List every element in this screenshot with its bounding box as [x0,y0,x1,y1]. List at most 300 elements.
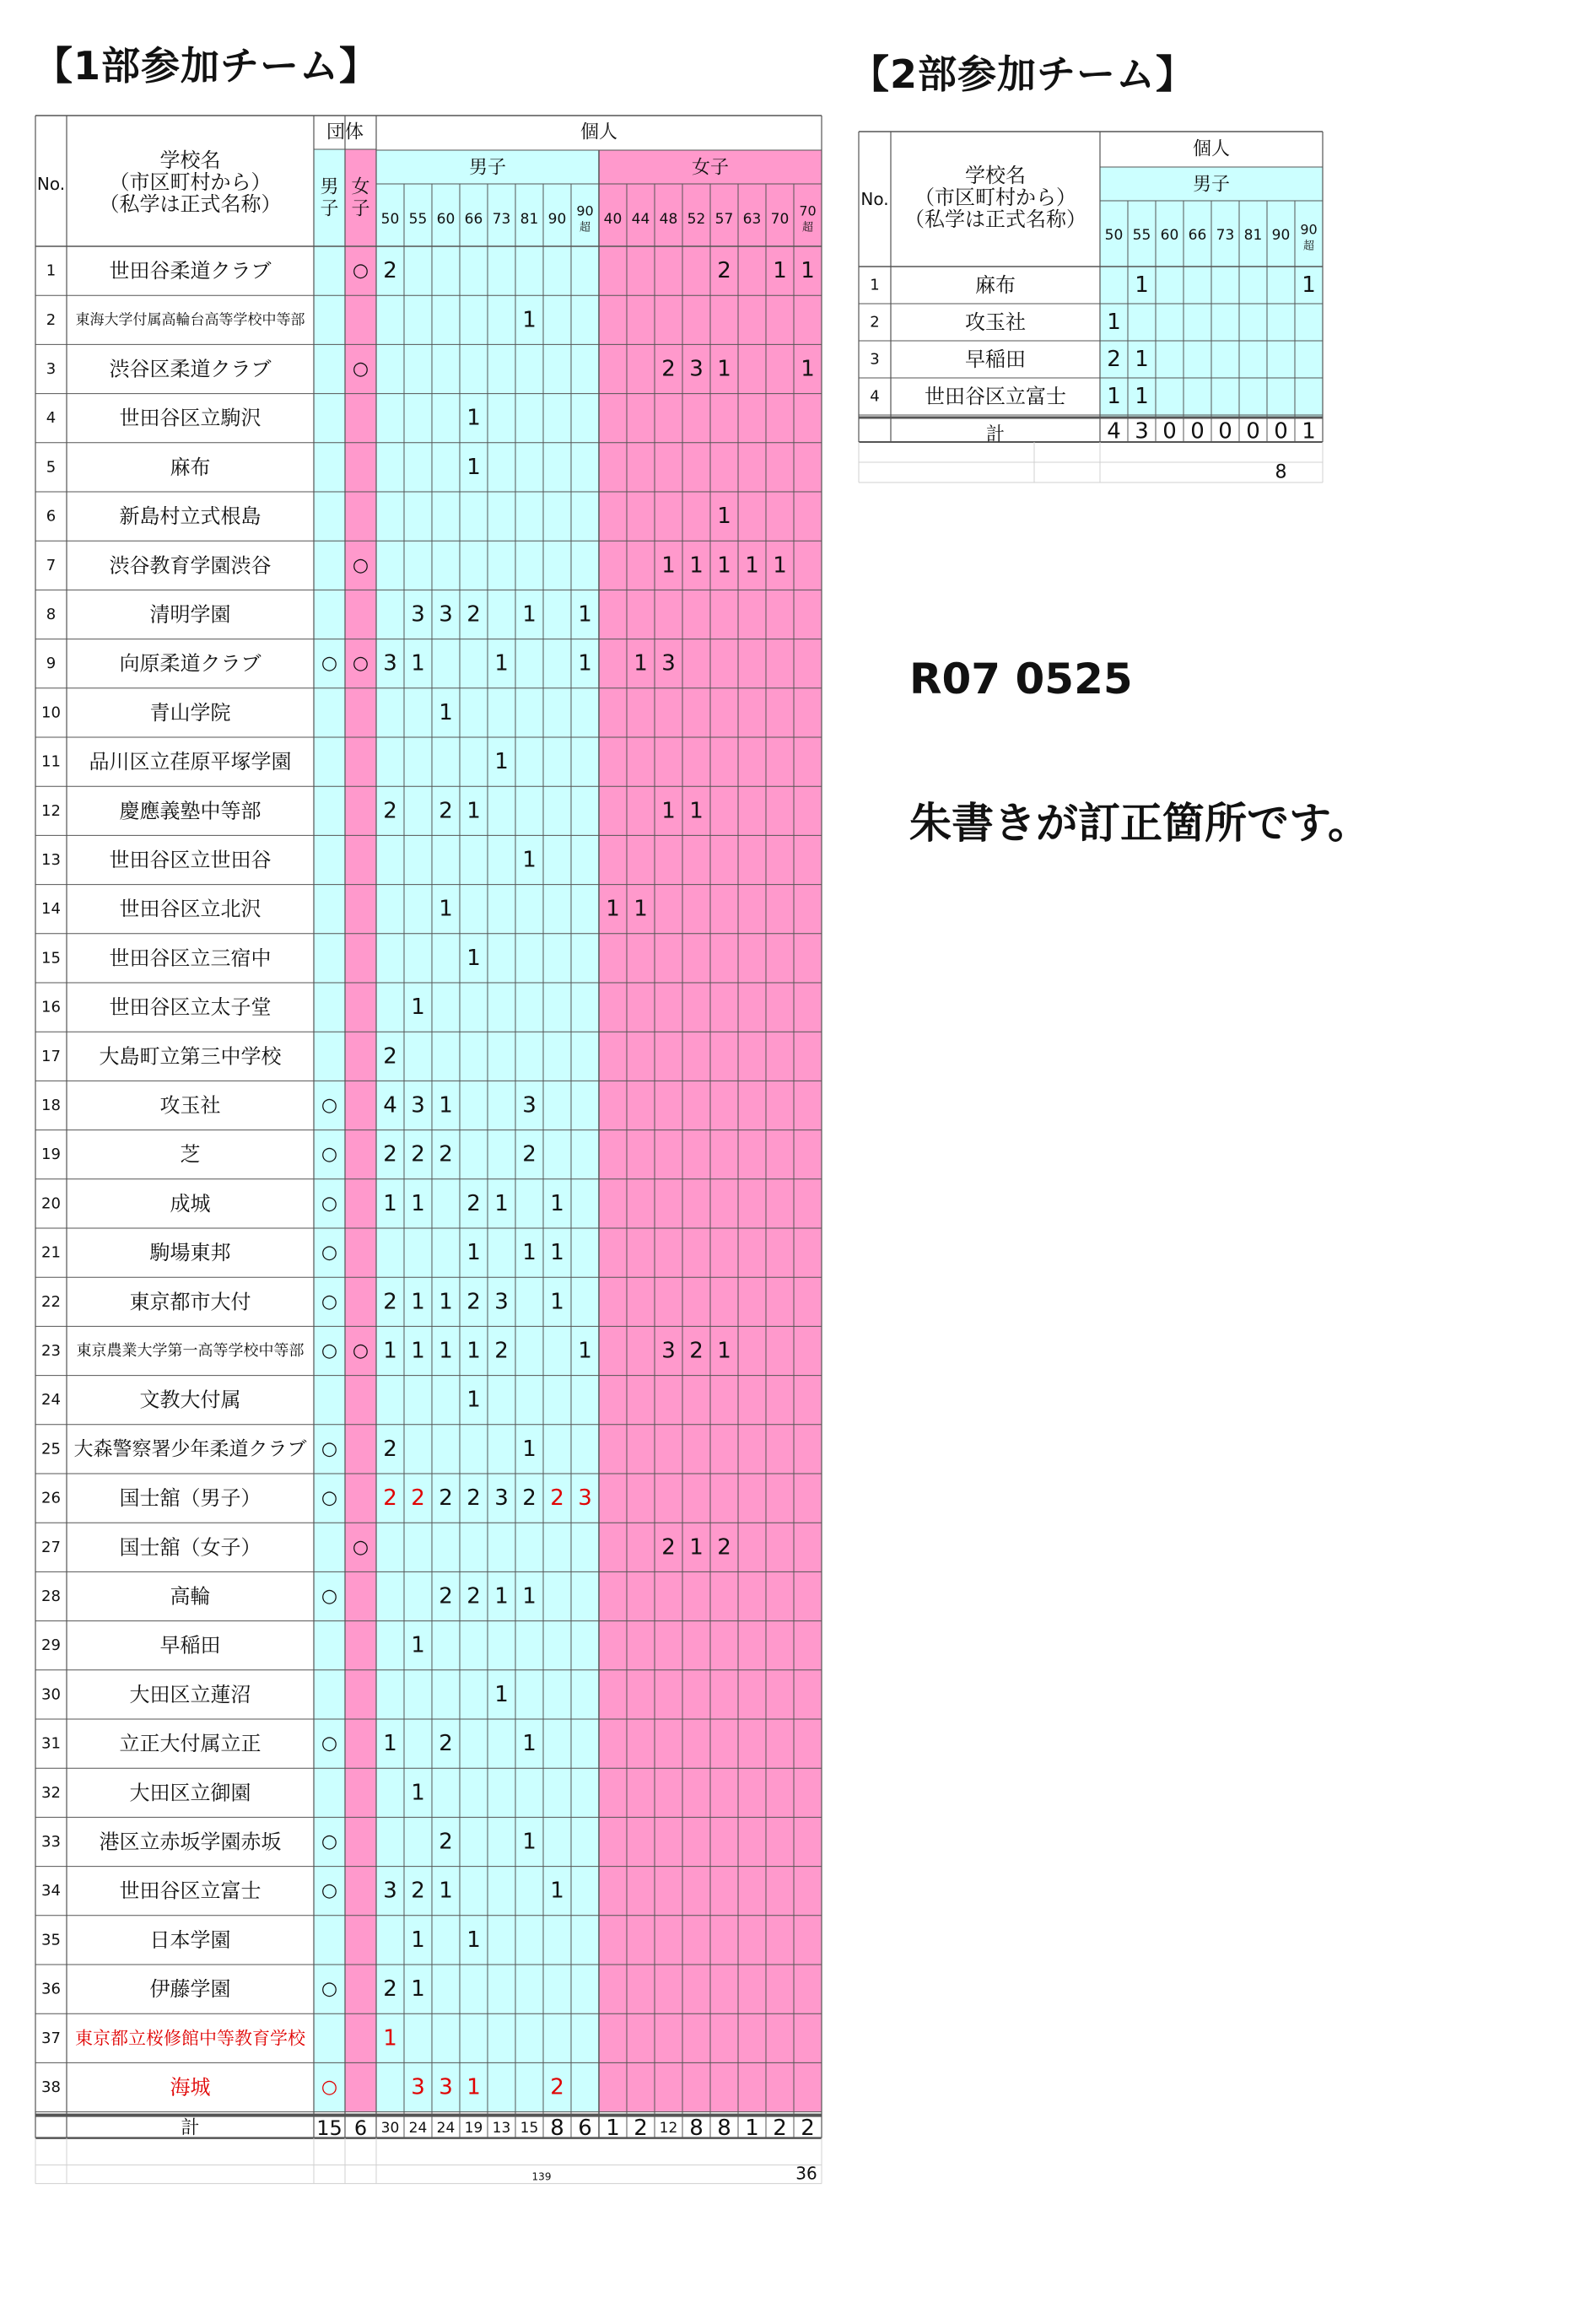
entry-count: 1 [661,798,676,824]
header-school-name-line: （市区町村から） [109,170,272,194]
row-no: 30 [41,1685,61,1704]
header-weight-class: 81 [520,211,539,228]
entry-count: 1 [439,1289,453,1315]
entry-count: 2 [411,1878,425,1904]
header-school-name-line: 学校名 [965,164,1026,187]
entry-count: 1 [411,1190,425,1216]
header-no: No. [36,174,66,194]
total-weight-count: 24 [408,2120,428,2137]
total-weight-count: 0 [1274,418,1288,445]
row-no: 14 [41,900,61,919]
header-school-name-line: （市区町村から） [914,186,1076,209]
entry-count: 1 [1135,347,1149,372]
row-no: 10 [41,703,61,722]
team-boys-mark: ○ [321,1144,338,1166]
entry-count: 2 [383,1976,397,2003]
team-boys-mark: ○ [321,2077,338,2098]
row-no: 32 [41,1783,61,1802]
entry-count: 3 [494,1485,509,1512]
row-no: 26 [41,1489,61,1507]
total-label: 計 [985,424,1006,445]
header-weight-class: 73 [492,211,511,228]
entry-count: 1 [689,798,704,824]
row-no: 37 [41,2029,61,2047]
entry-count: 1 [522,307,536,333]
entry-count: 1 [466,2074,481,2100]
entry-count: 1 [494,1681,509,1707]
entry-count: 2 [689,1338,704,1364]
entry-count: 3 [661,650,676,677]
entry-count: 1 [466,1338,481,1364]
entry-count: 3 [411,1092,425,1119]
team-boys-mark: ○ [321,1095,338,1116]
entry-count: 1 [466,1927,481,1953]
girls-grand-total: 36 [795,2163,817,2184]
row-no: 27 [41,1538,61,1556]
entry-count: 1 [494,1583,509,1609]
entry-count: 1 [522,1436,536,1462]
entry-count: 1 [1302,272,1316,298]
entry-count: 1 [717,504,731,530]
entry-count: 2 [383,798,397,824]
entry-count: 3 [439,2074,453,2100]
row-no: 33 [41,1833,61,1851]
entry-count: 1 [578,601,592,628]
row-no: 31 [41,1734,61,1753]
row-no: 22 [41,1292,61,1311]
header-weight-class: 70 [799,202,817,219]
row-no: 5 [46,458,57,477]
row-school-name: 東京都立桜修館中等教育学校 [75,2028,305,2049]
header-no: No. [860,189,889,209]
header-weight-class: 55 [408,211,428,228]
row-no: 21 [41,1243,61,1262]
entry-count: 1 [383,1731,397,1757]
header-team-girls: 子 [351,198,370,220]
entry-count: 1 [383,1190,397,1216]
entry-count: 1 [801,356,815,382]
entry-count: 2 [439,1141,453,1167]
entry-count: 3 [494,1289,509,1315]
entry-count: 1 [717,553,731,579]
row-school-name: 国士舘（男子） [119,1486,262,1511]
entry-count: 2 [522,1485,536,1512]
row-school-name: 品川区立荏原平塚学園 [89,750,292,774]
header-team-girls: 女 [351,176,370,198]
header-weight-class: 70 [770,211,790,228]
header-weight-class: 57 [714,211,734,228]
header-weight-class: 52 [687,211,706,228]
row-school-name: 清明学園 [149,602,231,627]
entry-count: 2 [550,2074,564,2100]
header-weight-class: 81 [1243,227,1263,244]
team-boys-mark: ○ [321,1340,338,1361]
header-weight-class: 63 [742,211,762,228]
row-no: 19 [41,1146,61,1164]
header-weight-class: 超 [1302,240,1315,253]
entry-count: 2 [466,1485,481,1512]
entry-count: 1 [411,1780,425,1806]
total-weight-count: 3 [1135,418,1149,445]
boys-grand-total: 139 [531,2170,552,2183]
header-team: 団体 [326,121,364,143]
entry-count: 1 [411,650,425,677]
total-weight-count: 8 [689,2116,704,2142]
revision-date: R07 0525 [909,655,1133,703]
row-school-name: 日本学園 [149,1927,231,1952]
header-team-boys: 男 [320,176,339,198]
row-no: 4 [46,409,57,428]
row-no: 29 [41,1636,61,1655]
row-no: 3 [870,350,880,369]
entry-count: 3 [689,356,704,382]
total-weight-count: 1 [606,2116,620,2142]
entry-count: 3 [578,1485,592,1512]
total-weight-count: 4 [1107,418,1121,445]
entry-count: 2 [383,1141,397,1167]
entry-count: 1 [383,2025,397,2051]
entry-count: 1 [689,553,704,579]
entry-count: 1 [411,1338,425,1364]
header-team-boys: 子 [320,198,339,220]
entry-count: 2 [383,1043,397,1070]
entry-count: 2 [661,356,676,382]
row-no: 7 [46,556,57,574]
row-no: 4 [870,387,880,406]
row-school-name: 立正大付属立正 [119,1732,262,1756]
team-boys-mark: ○ [321,1291,338,1313]
row-school-name: 芝 [180,1142,201,1167]
team-boys-mark: ○ [321,1438,338,1460]
team-boys-mark: ○ [321,1978,338,2000]
entry-count: 1 [439,1092,453,1119]
entry-count: 2 [439,1583,453,1609]
team-girls-mark: ○ [352,260,369,282]
total-weight-count: 30 [380,2120,400,2137]
entry-count: 1 [717,356,731,382]
row-no: 18 [41,1097,61,1114]
row-no: 23 [41,1342,61,1360]
entry-count: 3 [411,2074,425,2100]
row-school-name: 世田谷柔道クラブ [109,259,272,283]
row-no: 20 [41,1194,61,1213]
row-no: 6 [46,507,57,526]
row-no: 28 [41,1588,61,1605]
entry-count: 1 [522,1240,536,1266]
row-no: 35 [41,1931,61,1949]
division1-title: 【1部参加チーム】 [34,43,380,89]
row-no: 9 [46,655,57,673]
team-boys-mark: ○ [321,1831,338,1852]
total-weight-count: 13 [492,2120,511,2137]
row-school-name: 新島村立式根島 [119,504,262,529]
header-boys: 男子 [1192,174,1231,196]
entry-count: 3 [522,1092,536,1119]
division2-title: 【2部参加チーム】 [850,51,1196,97]
entry-count: 1 [411,1289,425,1315]
entry-count: 2 [550,1485,564,1512]
header-weight-class: 44 [631,211,650,228]
total-weight-count: 0 [1218,418,1232,445]
row-no: 38 [41,2078,61,2096]
header-weight-class: 50 [1104,227,1124,244]
row-school-name: 早稲田 [965,348,1026,371]
entry-count: 3 [411,601,425,628]
entry-count: 1 [773,553,787,579]
row-school-name: 伊藤学園 [149,1977,231,2002]
team-girls-mark: ○ [352,358,369,380]
entry-count: 1 [1107,384,1121,409]
entry-count: 2 [1107,347,1121,372]
header-girls: 女子 [691,157,730,179]
entry-count: 3 [661,1338,676,1364]
row-no: 15 [41,949,61,968]
correction-note: 朱書きが訂正箇所です。 [909,799,1370,848]
row-school-name: 世田谷区立三宿中 [109,946,272,970]
header-weight-class: 66 [464,211,483,228]
row-no: 16 [41,998,61,1016]
row-school-name: 大田区立御園 [129,1781,251,1805]
entry-count: 2 [522,1141,536,1167]
entry-count: 1 [522,1829,536,1855]
entry-count: 1 [522,847,536,873]
header-weight-class: 73 [1216,227,1235,244]
header-weight-class: 超 [801,221,814,234]
entry-count: 1 [439,1878,453,1904]
entry-count: 3 [383,650,397,677]
row-school-name: 東京都市大付 [129,1290,251,1314]
row-school-name: 青山学院 [149,700,231,725]
entry-count: 1 [466,1387,481,1413]
entry-count: 1 [466,945,481,971]
row-school-name: 麻布 [975,273,1016,297]
team-boys-mark: ○ [321,1242,338,1264]
row-no: 1 [870,276,880,294]
header-boys: 男子 [468,157,507,179]
row-school-name: 港区立赤坂学園赤坂 [99,1830,282,1854]
team-boys-mark: ○ [321,1193,338,1215]
entry-count: 4 [383,1092,397,1119]
team-girls-mark: ○ [352,653,369,675]
entry-count: 1 [550,1878,564,1904]
entry-count: 1 [634,896,648,922]
header-school-name-line: （私学は正式名称） [904,208,1086,231]
entry-count: 3 [383,1878,397,1904]
row-school-name: 世田谷区立世田谷 [109,848,272,872]
entry-count: 2 [466,1190,481,1216]
row-school-name: 成城 [170,1191,211,1216]
row-school-name: 麻布 [170,455,211,479]
team-girls-mark: ○ [352,1340,369,1361]
team-boys-mark: ○ [321,1586,338,1607]
row-school-name: 慶應義塾中等部 [119,799,262,823]
total-weight-count: 0 [1162,418,1177,445]
entry-count: 1 [411,1632,425,1658]
header-individual: 個人 [580,121,618,143]
row-school-name: 渋谷教育学園渋谷 [109,553,272,578]
total-weight-count: 24 [436,2120,456,2137]
total-team-boys: 15 [316,2116,342,2141]
row-no: 17 [41,1047,61,1065]
entry-count: 1 [466,1240,481,1266]
entry-count: 2 [466,1583,481,1609]
entry-count: 1 [550,1289,564,1315]
entry-count: 2 [661,1534,676,1561]
row-school-name: 国士舘（女子） [119,1535,262,1560]
entry-count: 1 [1135,272,1149,298]
row-no: 2 [46,310,57,329]
total-weight-count: 2 [801,2116,815,2142]
row-school-name: 攻玉社 [159,1093,221,1118]
header-weight-class: 66 [1188,227,1207,244]
team-boys-mark: ○ [321,1487,338,1509]
entry-count: 1 [439,1338,453,1364]
row-no: 34 [41,1882,61,1900]
entry-count: 1 [1135,384,1149,409]
entry-count: 2 [439,1485,453,1512]
entry-count: 1 [466,454,481,480]
entry-count: 2 [466,1289,481,1315]
header-individual: 個人 [1192,138,1231,160]
entry-count: 1 [522,601,536,628]
row-school-name: 東海大学付属高輪台高等学校中等部 [75,311,305,329]
header-weight-class: 90 [1300,221,1318,238]
entry-count: 1 [411,995,425,1021]
total-weight-count: 2 [773,2116,787,2142]
entry-count: 2 [383,258,397,284]
header-weight-class: 55 [1132,227,1151,244]
total-weight-count: 1 [1302,418,1316,445]
entry-count: 1 [801,258,815,284]
team-girls-mark: ○ [352,554,369,576]
entry-count: 1 [522,1583,536,1609]
entry-count: 2 [383,1485,397,1512]
entry-count: 2 [411,1141,425,1167]
entry-count: 2 [383,1289,397,1315]
header-school-name-line: 学校名 [159,148,221,172]
header-weight-class: 60 [436,211,456,228]
row-school-name: 高輪 [170,1584,211,1609]
total-weight-count: 1 [745,2116,759,2142]
entry-count: 1 [550,1190,564,1216]
entry-count: 1 [522,1731,536,1757]
team-girls-mark: ○ [352,1536,369,1558]
row-school-name: 大森警察署少年柔道クラブ [73,1437,307,1460]
entry-count: 1 [411,1927,425,1953]
row-no: 13 [41,851,61,869]
header-school-name-line: （私学は正式名称） [99,192,282,216]
entry-count: 2 [411,1485,425,1512]
team-boys-mark: ○ [321,653,338,675]
entry-count: 1 [689,1534,704,1561]
entry-count: 1 [411,1976,425,2003]
row-school-name: 世田谷区立富士 [119,1879,262,1903]
row-no: 25 [41,1440,61,1458]
entry-count: 1 [606,896,620,922]
row-school-name: 海城 [170,2075,211,2100]
row-no: 11 [41,752,61,771]
row-school-name: 世田谷区立富士 [925,385,1066,408]
total-weight-count: 2 [634,2116,648,2142]
row-school-name: 世田谷区立太子堂 [109,995,272,1020]
entry-count: 1 [550,1240,564,1266]
total-weight-count: 19 [464,2120,483,2137]
entry-count: 2 [439,1829,453,1855]
team-boys-mark: ○ [321,1733,338,1755]
entry-count: 2 [383,1436,397,1462]
header-weight-class: 50 [380,211,400,228]
header-weight-class: 90 [576,202,594,219]
row-school-name: 向原柔道クラブ [119,651,262,676]
row-school-name: 世田谷区立駒沢 [119,406,262,430]
entry-count: 2 [717,258,731,284]
header-weight-class: 90 [547,211,567,228]
row-no: 24 [41,1391,61,1410]
entry-count: 1 [634,650,648,677]
row-school-name: 渋谷区柔道クラブ [109,357,272,381]
row-school-name: 大田区立蓮沼 [129,1682,251,1706]
total-team-girls: 6 [353,2116,368,2141]
entry-count: 2 [717,1534,731,1561]
row-no: 36 [41,1980,61,1998]
entry-count: 1 [578,650,592,677]
entry-count: 2 [466,601,481,628]
header-weight-class: 40 [603,211,623,228]
row-school-name: 世田谷区立北沢 [119,897,262,921]
entry-count: 1 [494,1190,509,1216]
total-weight-count: 8 [717,2116,731,2142]
entry-count: 1 [745,553,759,579]
row-school-name: 攻玉社 [965,310,1026,334]
header-weight-class: 48 [659,211,678,228]
grand-total: 8 [1275,461,1287,483]
row-no: 2 [870,313,880,332]
entry-count: 1 [494,749,509,775]
entry-count: 1 [466,798,481,824]
header-weight-class: 90 [1271,227,1291,244]
entry-count: 2 [439,798,453,824]
total-weight-count: 0 [1190,418,1205,445]
row-no: 12 [41,801,61,820]
entry-count: 1 [773,258,787,284]
row-school-name: 東京農業大学第一高等学校中等部 [76,1342,305,1360]
entry-count: 1 [466,405,481,431]
total-weight-count: 8 [550,2116,564,2142]
entry-count: 2 [494,1338,509,1364]
entry-count: 3 [439,601,453,628]
entry-count: 1 [717,1338,731,1364]
row-school-name: 駒場東邦 [149,1241,231,1265]
entry-count: 1 [661,553,676,579]
team-boys-mark: ○ [321,1880,338,1902]
row-no: 3 [46,360,57,378]
row-no: 8 [46,606,57,623]
row-no: 1 [46,261,57,280]
header-weight-class: 60 [1160,227,1179,244]
total-weight-count: 6 [578,2116,592,2142]
entry-count: 1 [1107,310,1121,335]
total-weight-count: 15 [520,2120,539,2137]
header-weight-class: 超 [579,221,591,234]
row-school-name: 大島町立第三中学校 [99,1044,282,1069]
entry-count: 1 [439,896,453,922]
total-weight-count: 0 [1246,418,1260,445]
total-label: 計 [181,2117,200,2139]
entry-count: 1 [494,650,509,677]
entry-count: 1 [383,1338,397,1364]
entry-count: 1 [578,1338,592,1364]
entry-count: 1 [439,699,453,725]
